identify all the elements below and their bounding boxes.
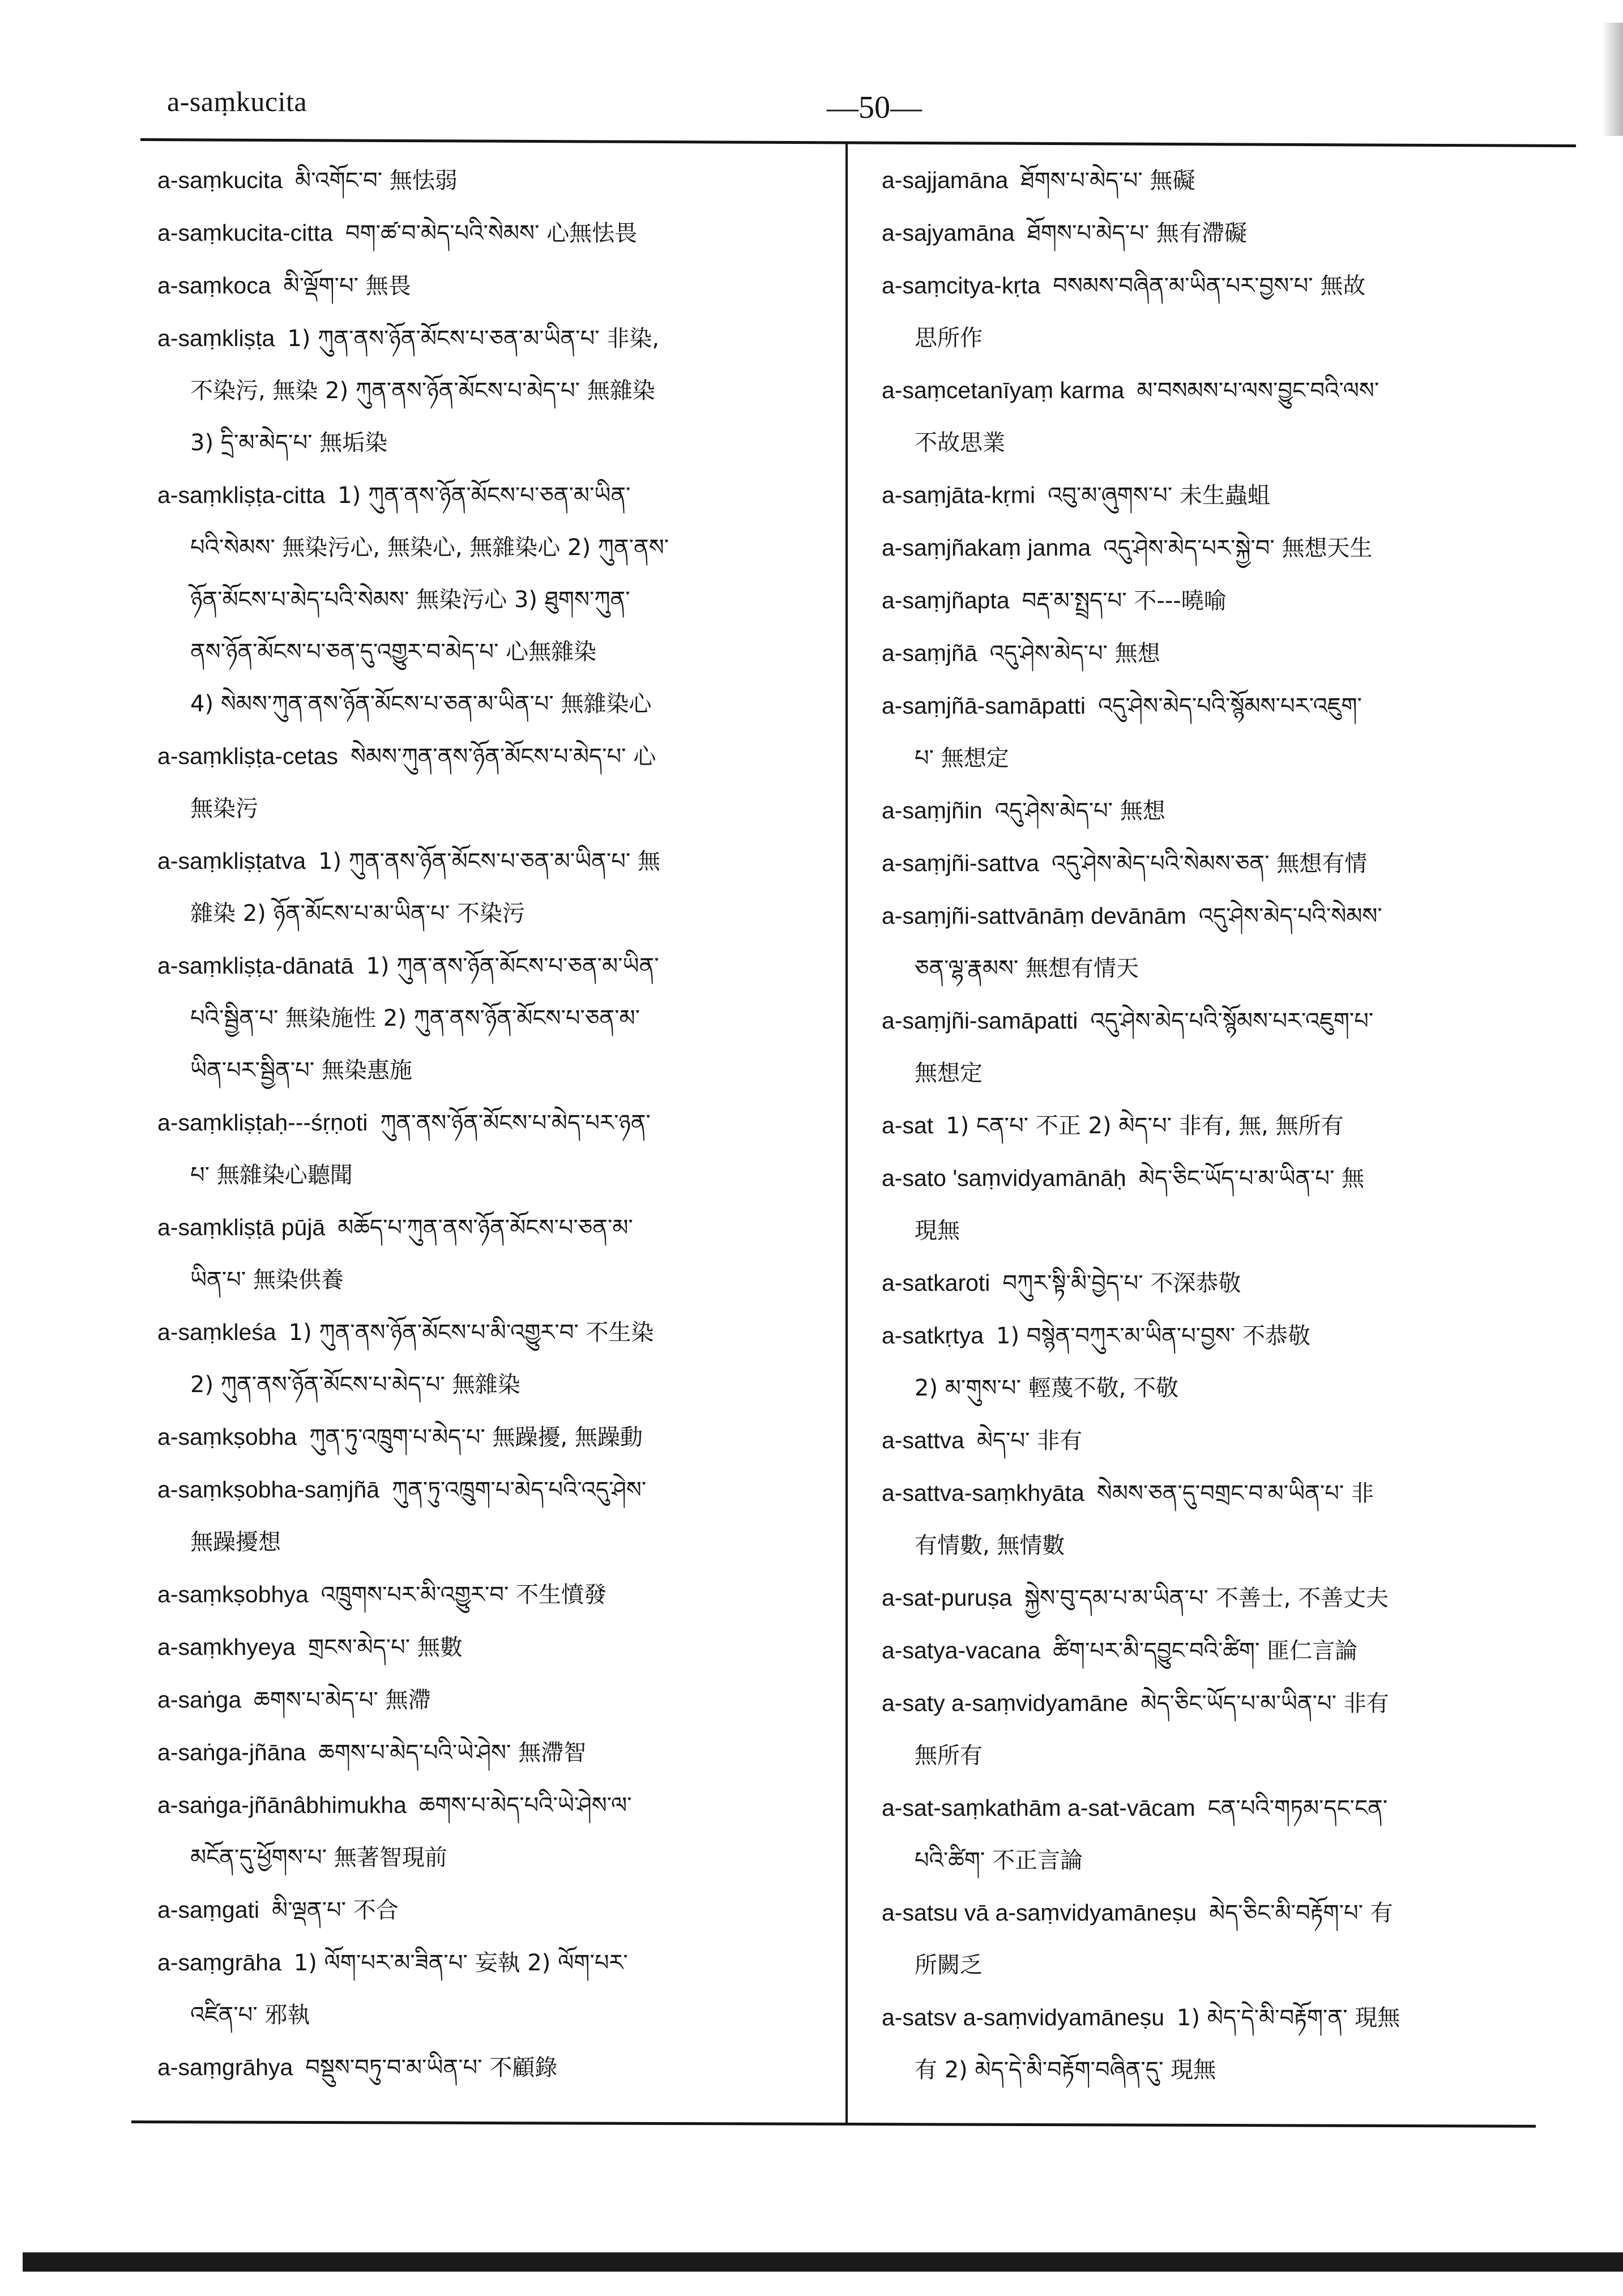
entry-definition: འདུ་ཤེས་མེད་པ་ 無想 xyxy=(989,641,1160,667)
entry-first-line xyxy=(882,207,1544,259)
entry-definition: ཆགས་པ་མེད་པའི་ཡེ་ཤེས་ 無滯智 xyxy=(318,1740,587,1766)
entry-first-line xyxy=(882,154,1544,207)
entry-first-line xyxy=(882,627,1544,680)
dictionary-entry xyxy=(157,1779,820,1884)
entry-headword: a-saṃkleśa xyxy=(157,1319,276,1345)
entry-definition: 1) མེད་དེ་མི་བརྟོག་ན་ 現無 xyxy=(1177,2005,1400,2031)
entry-definition: མཆོད་པ་ཀུན་ནས་ཉོན་མོངས་པ་ཅན་མ་ xyxy=(338,1215,633,1241)
entry-definition: ཆགས་པ་མེད་པའི་ཡེ་ཤེས་ལ་ xyxy=(418,1793,632,1819)
dictionary-entry xyxy=(157,469,820,730)
bottom-rule xyxy=(131,2120,1536,2128)
entry-first-line xyxy=(157,207,820,259)
entry-definition-continued: པའི་ཚིག་ 不正言論 xyxy=(915,1847,1083,1873)
entry-definition: ཆགས་པ་མེད་པ་ 無滯 xyxy=(254,1687,431,1713)
entry-definition: མི་ལྡན་པ་ 不合 xyxy=(272,1897,399,1923)
entry-definition-continued: 思所作 xyxy=(915,325,983,351)
page-number: —50— xyxy=(827,90,922,125)
entry-definition: བཀུར་སྟི་མི་བྱེད་པ་ 不深恭敬 xyxy=(1002,1270,1241,1296)
entry-definition-continued: 不故思業 xyxy=(915,430,1005,456)
entry-definition: ཐོགས་པ་མེད་པ་ 無有滯礙 xyxy=(1027,220,1247,246)
entry-first-line xyxy=(882,469,1544,522)
entry-headword: a-saṃkṣobhya xyxy=(157,1581,309,1607)
entry-definition: མི་འགོང་བ་ 無怯弱 xyxy=(295,168,458,194)
entry-headword: a-saṃjñin xyxy=(882,797,983,823)
entry-first-line xyxy=(882,574,1544,627)
entry-definition: འདུ་ཤེས་མེད་པ་ 無想 xyxy=(994,798,1165,824)
entry-headword: a-saṃjñā-samāpatti xyxy=(882,693,1086,719)
scan-bottom-bar xyxy=(23,2252,1623,2272)
entry-definition: འཁྲུགས་པར་མི་འགྱུར་བ་ 不生憤發 xyxy=(321,1582,607,1608)
entry-headword: a-satkaroti xyxy=(882,1270,990,1296)
entry-headword: a-satsv a-saṃvidyamāneṣu xyxy=(882,2004,1165,2030)
entry-headword: a-sajyamāna xyxy=(882,220,1015,246)
dictionary-entry xyxy=(882,364,1544,469)
dictionary-entry xyxy=(157,1568,820,1621)
entry-first-line xyxy=(157,2041,820,2094)
entry-first-line xyxy=(157,1096,820,1149)
entry-headword: a-saṃgati xyxy=(157,1897,260,1923)
dictionary-entry xyxy=(882,890,1544,995)
entry-definition-continued: 所闕乏 xyxy=(915,1952,983,1978)
entry-headword: a-saṃkhyeya xyxy=(157,1634,296,1660)
entry-headword: a-saṃkṣobha xyxy=(157,1424,297,1450)
dictionary-entry xyxy=(882,1152,1544,1257)
dictionary-entry xyxy=(157,1201,820,1306)
dictionary-entry xyxy=(882,627,1544,680)
dictionary-entry xyxy=(882,574,1544,627)
entry-definition-continued: 3) དྲི་མ་མེད་པ་ 無垢染 xyxy=(190,430,388,456)
entry-headword: a-sat xyxy=(882,1112,934,1138)
dictionary-entry xyxy=(882,837,1544,890)
entry-headword: a-saṃkucita xyxy=(157,167,283,193)
dictionary-entry xyxy=(882,1257,1544,1309)
entry-definition: མེད་ཅིང་མི་བརྟོག་པ་ 有 xyxy=(1209,1900,1393,1926)
top-rule xyxy=(140,138,1576,147)
entry-headword: a-saṃcetanīyaṃ karma xyxy=(882,377,1125,403)
dictionary-entry xyxy=(882,1572,1544,1624)
entry-first-line xyxy=(157,1306,820,1359)
entry-first-line xyxy=(882,1677,1544,1730)
dictionary-entry xyxy=(882,995,1544,1099)
entry-headword: a-saṃkṣobha-saṃjñā xyxy=(157,1476,379,1503)
entry-first-line xyxy=(882,364,1544,417)
dictionary-entry xyxy=(882,207,1544,259)
entry-definition-continued: 不染污, 無染 2) ཀུན་ནས་ཉོན་མོངས་པ་མེད་པ་ 無雜染 xyxy=(190,378,655,404)
entry-first-line xyxy=(882,995,1544,1047)
entry-first-line xyxy=(882,890,1544,942)
entry-definition-continued: 現無 xyxy=(915,1218,960,1244)
entry-definition: མི་ལྡོག་པ་ 無畏 xyxy=(283,273,411,299)
entry-first-line xyxy=(157,469,820,522)
entry-definition-continued: ཡིན་པར་སྦྱིན་པ་ 無染惠施 xyxy=(190,1057,412,1083)
entry-definition-continued: 無躁擾想 xyxy=(190,1529,281,1555)
entry-headword: a-saṃjñā xyxy=(882,640,977,666)
dictionary-entry xyxy=(157,1096,820,1201)
column-divider xyxy=(845,142,848,2124)
dictionary-entry xyxy=(882,469,1544,522)
entry-first-line xyxy=(157,1936,820,1989)
entry-headword: a-satsu vā a-saṃvidyamāneṣu xyxy=(882,1900,1197,1926)
entry-headword: a-saṃkucita-citta xyxy=(157,220,333,246)
entry-headword: a-saṃkliṣṭā pūjā xyxy=(157,1214,326,1240)
left-column xyxy=(157,154,820,2094)
entry-first-line xyxy=(157,1201,820,1254)
entry-first-line xyxy=(882,1309,1544,1362)
dictionary-entry xyxy=(882,154,1544,207)
entry-first-line xyxy=(157,1884,820,1936)
dictionary-entry xyxy=(157,154,820,207)
entry-first-line xyxy=(882,1414,1544,1467)
entry-headword: a-sato 'saṃvidyamānāḥ xyxy=(882,1165,1126,1191)
entry-definition: ཀུན་ཏུ་འཁྲུག་པ་མེད་པའི་འདུ་ཤེས་ xyxy=(391,1477,647,1503)
dictionary-entry xyxy=(882,1414,1544,1467)
entry-first-line xyxy=(882,1782,1544,1834)
entry-headword: a-saṃgrāha xyxy=(157,1949,281,1975)
entry-definition-continued: 無所有 xyxy=(915,1743,983,1769)
entry-first-line xyxy=(882,1257,1544,1309)
entry-headword: a-saṃjñapta xyxy=(882,587,1010,613)
dictionary-entry xyxy=(882,1887,1544,1991)
dictionary-entry xyxy=(157,1884,820,1936)
entry-first-line xyxy=(157,259,820,312)
dictionary-entry xyxy=(157,259,820,312)
entry-definition: 1) ཀུན་ནས་ཉོན་མོངས་པ་མི་འགྱུར་བ་ 不生染 xyxy=(288,1320,654,1346)
entry-first-line xyxy=(157,1411,820,1463)
entry-first-line xyxy=(157,730,820,783)
dictionary-entry xyxy=(157,1674,820,1726)
entry-definition: སེམས་ཀུན་ནས་ཉོན་མོངས་པ་མེད་པ་ 心 xyxy=(350,744,656,770)
entry-definition: འབུ་མ་ཞུགས་པ་ 未生蟲蛆 xyxy=(1048,483,1270,509)
entry-definition-continued: ནས་ཉོན་མོངས་པ་ཅན་དུ་འགྱུར་བ་མེད་པ་ 心無雜染 xyxy=(190,639,597,665)
entry-definition-continued: 4) སེམས་ཀུན་ནས་ཉོན་མོངས་པ་ཅན་མ་ཡིན་པ་ 無雜染心 xyxy=(190,691,652,717)
entry-first-line xyxy=(882,1152,1544,1205)
entry-headword: a-saṃcitya-kṛta xyxy=(882,272,1041,298)
dictionary-entry xyxy=(157,1726,820,1779)
dictionary-entry xyxy=(882,1624,1544,1677)
dictionary-entry xyxy=(882,784,1544,837)
entry-first-line xyxy=(882,1099,1544,1152)
entry-first-line xyxy=(882,259,1544,312)
dictionary-entry xyxy=(157,207,820,259)
dictionary-entry xyxy=(882,522,1544,574)
entry-definition-continued: འཛིན་པ་ 邪執 xyxy=(190,2002,310,2028)
entry-headword: a-saṃkliṣṭatva xyxy=(157,848,306,874)
entry-headword: a-saṃjñi-sattva xyxy=(882,850,1039,876)
dictionary-entry xyxy=(882,1467,1544,1572)
entry-definition-continued: 無想定 xyxy=(915,1060,983,1086)
entry-definition-continued: 無染污 xyxy=(190,796,258,822)
dictionary-entry xyxy=(157,835,820,940)
entry-definition-continued: ཉོན་མོངས་པ་མེད་པའི་སེམས་ 無染污心 3) ཐུགས་ཀུན་ xyxy=(190,587,630,613)
entry-headword: a-saṃgrāhya xyxy=(157,2054,293,2080)
entry-headword: a-saṅga-jñānâbhimukha xyxy=(157,1792,407,1818)
entry-first-line xyxy=(882,837,1544,890)
entry-definition: ཚིག་པར་མི་དབྱུང་བའི་ཚིག་ 匪仁言論 xyxy=(1053,1638,1358,1664)
entry-definition: འདུ་ཤེས་མེད་པའི་སྙོམས་པར་འཇུག་ xyxy=(1098,693,1362,719)
entry-first-line xyxy=(157,1779,820,1832)
entry-first-line xyxy=(157,1674,820,1726)
entry-definition: སེམས་ཅན་དུ་བགྲང་བ་མ་ཡིན་པ་ 非 xyxy=(1096,1480,1374,1507)
entry-first-line xyxy=(882,784,1544,837)
dictionary-entry xyxy=(157,1621,820,1674)
entry-first-line xyxy=(882,680,1544,732)
running-head: a-saṃkucita xyxy=(167,86,307,117)
entry-definition: ཀུན་ཏུ་འཁྲུག་པ་མེད་པ་ 無躁擾, 無躁動 xyxy=(309,1424,643,1450)
entry-headword: a-saṅga-jñāna xyxy=(157,1739,306,1765)
entry-headword: a-sat-saṃkathām a-sat-vācam xyxy=(882,1795,1195,1821)
dictionary-entry xyxy=(882,1991,1544,2096)
entry-definition: གྲངས་མེད་པ་ 無數 xyxy=(307,1634,463,1661)
entry-definition-continued: 有情數, 無情數 xyxy=(915,1533,1065,1559)
dictionary-entry xyxy=(882,1782,1544,1887)
entry-definition: ཐོགས་པ་མེད་པ་ 無礙 xyxy=(1020,168,1195,194)
entry-definition: 1) ལོག་པར་མ་ཟིན་པ་ 妄執 2) ལོག་པར་ xyxy=(293,1950,628,1976)
entry-headword: a-saṃkliṣṭa-dānatā xyxy=(157,953,354,979)
entry-first-line xyxy=(882,1887,1544,1939)
entry-first-line xyxy=(157,154,820,207)
entry-definition: ངན་པའི་གཏམ་དང་ངན་ xyxy=(1207,1795,1388,1821)
entry-headword: a-saṃkoca xyxy=(157,272,271,298)
entry-definition: བརྡ་མ་སྤྲད་པ་ 不---曉喻 xyxy=(1022,588,1227,614)
dictionary-entry xyxy=(157,1411,820,1463)
entry-first-line xyxy=(157,835,820,887)
entry-first-line xyxy=(157,1726,820,1779)
entry-definition-continued: པའི་སྦྱིན་པ་ 無染施性 2) ཀུན་ནས་ཉོན་མོངས་པ་ཅན་མ་ xyxy=(190,1005,640,1031)
entry-headword: a-saṃkliṣṭa-citta xyxy=(157,482,326,508)
dictionary-entry xyxy=(882,1677,1544,1782)
entry-headword: a-satya-vacana xyxy=(882,1637,1041,1663)
entry-headword: a-saty a-saṃvidyamāne xyxy=(882,1690,1129,1716)
entry-definition-continued: 有 2) མེད་དེ་མི་བརྟོག་བཞིན་དུ་ 現無 xyxy=(915,2057,1216,2083)
entry-headword: a-saṃkliṣṭaḥ---śṛṇoti xyxy=(157,1109,368,1136)
entry-headword: a-saṃjñi-sattvānāṃ devānām xyxy=(882,903,1186,929)
dictionary-entry xyxy=(157,312,820,469)
entry-definition: འདུ་ཤེས་མེད་པའི་སྙོམས་པར་འཇུག་པ་ xyxy=(1090,1008,1374,1034)
entry-definition: མེད་ཅིང་ཡོད་པ་མ་ཡིན་པ་ 無 xyxy=(1138,1166,1365,1192)
entry-definition-continued: 2) ཀུན་ནས་ཉོན་མོངས་པ་མེད་པ་ 無雜染 xyxy=(190,1372,520,1398)
entry-definition: འདུ་ཤེས་མེད་པར་སྐྱེ་བ་ 無想天生 xyxy=(1103,535,1373,561)
page-edge-shadow xyxy=(1601,23,1623,136)
dictionary-entry xyxy=(882,680,1544,784)
entry-headword: a-sattva-saṃkhyāta xyxy=(882,1480,1084,1506)
entry-definition: 1) ཀུན་ནས་ཉོན་མོངས་པ་ཅན་མ་ཡིན་ xyxy=(338,483,631,509)
entry-definition: མེད་པ་ 非有 xyxy=(976,1428,1083,1454)
entry-definition: མ་བསམས་པ་ལས་བྱུང་བའི་ལས་ xyxy=(1137,378,1379,404)
entry-definition: 1) བསྙེན་བཀུར་མ་ཡིན་པ་བྱས་ 不恭敬 xyxy=(996,1323,1310,1349)
dictionary-entry xyxy=(157,1936,820,2041)
entry-headword: a-saṃjñi-samāpatti xyxy=(882,1008,1078,1034)
entry-definition-continued: པ་ 無想定 xyxy=(915,745,1009,771)
entry-definition: ཀུན་ནས་ཉོན་མོངས་པ་མེད་པར་ཉན་ xyxy=(380,1110,651,1136)
entry-first-line xyxy=(157,1621,820,1674)
entry-definition: བསྡུས་བཏུ་བ་མ་ཡིན་པ་ 不顧錄 xyxy=(305,2055,558,2081)
entry-headword: a-saṅga xyxy=(157,1687,242,1713)
entry-definition: འདུ་ཤེས་མེད་པའི་སེམས་ཅན་ 無想有情 xyxy=(1051,851,1368,877)
right-column xyxy=(882,154,1544,2096)
dictionary-entry xyxy=(882,1309,1544,1414)
entry-definition: སྐྱེས་བུ་དམ་པ་མ་ཡིན་པ་ 不善士, 不善丈夫 xyxy=(1024,1585,1389,1611)
entry-definition: 1) ཀུན་ནས་ཉོན་མོངས་པ་ཅན་མ་ཡིན་པ་ 非染, xyxy=(287,326,660,352)
entry-headword: a-saṃjñakaṃ janma xyxy=(882,535,1091,561)
entry-first-line xyxy=(882,1572,1544,1624)
entry-first-line xyxy=(882,522,1544,574)
dictionary-entry xyxy=(882,259,1544,364)
entry-definition-continued: ཅན་ལྷ་རྣམས་ 無想有情天 xyxy=(915,955,1139,981)
entry-headword: a-sat-puruṣa xyxy=(882,1585,1013,1611)
entry-first-line xyxy=(157,1568,820,1621)
entry-first-line xyxy=(157,1463,820,1516)
dictionary-entry xyxy=(157,730,820,835)
entry-definition: 1) ཀུན་ནས་ཉོན་མོངས་པ་ཅན་མ་ཡིན་ xyxy=(366,953,659,979)
entry-definition-continued: མངོན་དུ་ཕྱོགས་པ་ 無著智現前 xyxy=(190,1845,447,1871)
entry-definition-continued: 2) མ་གུས་པ་ 輕蔑不敬, 不敬 xyxy=(915,1375,1178,1401)
entry-first-line xyxy=(882,1624,1544,1677)
entry-definition: བསམས་བཞིན་མ་ཡིན་པར་བྱས་པ་ 無故 xyxy=(1053,273,1366,299)
entry-definition: འདུ་ཤེས་མེད་པའི་སེམས་ xyxy=(1198,903,1382,929)
entry-definition: 1) ངན་པ་ 不正 2) མེད་པ་ 非有, 無, 無所有 xyxy=(946,1113,1344,1139)
entry-first-line xyxy=(157,312,820,365)
dictionary-entry xyxy=(157,1463,820,1568)
entry-headword: a-satkṛtya xyxy=(882,1322,984,1348)
dictionary-entry xyxy=(157,940,820,1096)
entry-definition-continued: ཡིན་པ་ 無染供養 xyxy=(190,1267,344,1293)
entry-definition: མེད་ཅིང་ཡོད་པ་མ་ཡིན་པ་ 非有 xyxy=(1141,1691,1389,1717)
entry-headword: a-saṃjāta-kṛmi xyxy=(882,482,1036,508)
dictionary-entry xyxy=(157,2041,820,2094)
entry-definition-continued: པ་ 無雜染心聽聞 xyxy=(190,1162,353,1188)
entry-headword: a-sattva xyxy=(882,1427,964,1453)
entry-definition: 1) ཀུན་ནས་ཉོན་མོངས་པ་ཅན་མ་ཡིན་པ་ 無 xyxy=(318,848,661,874)
entry-definition: བག་ཚ་བ་མེད་པའི་སེམས་ 心無怯畏 xyxy=(345,220,638,246)
entry-first-line xyxy=(157,940,820,992)
dictionary-entry xyxy=(882,1099,1544,1152)
entry-definition-continued: པའི་སེམས་ 無染污心, 無染心, 無雜染心 2) ཀུན་ནས་ xyxy=(190,535,669,561)
entry-first-line xyxy=(882,1991,1544,2044)
entry-definition-continued: 雜染 2) ཉོན་མོངས་པ་མ་ཡིན་པ་ 不染污 xyxy=(190,901,525,927)
entry-headword: a-sajjamāna xyxy=(882,167,1009,193)
entry-headword: a-saṃkliṣṭa xyxy=(157,325,275,351)
entry-headword: a-saṃkliṣṭa-cetas xyxy=(157,743,338,769)
entry-first-line xyxy=(882,1467,1544,1520)
dictionary-entry xyxy=(157,1306,820,1411)
